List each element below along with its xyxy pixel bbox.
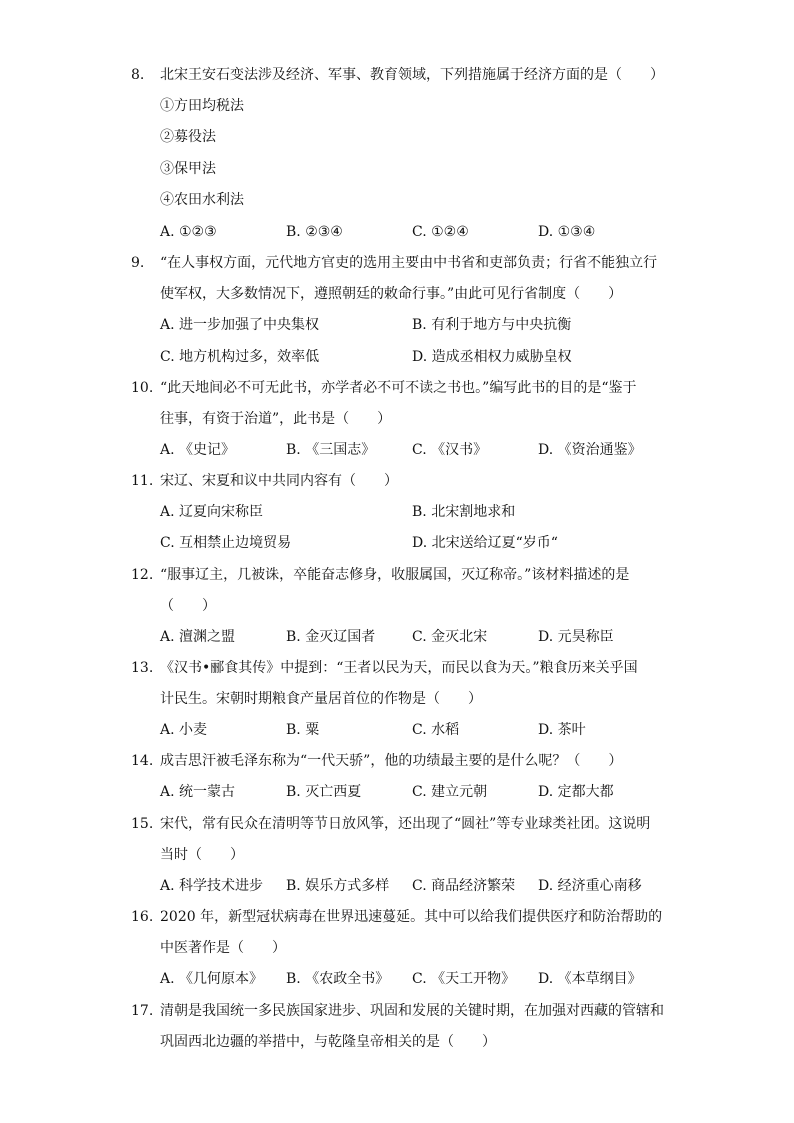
question-number: 8. bbox=[131, 67, 145, 83]
choice-item-3: ③保甲法 bbox=[160, 161, 216, 177]
option-c[interactable]: C. ①②④ bbox=[412, 224, 469, 240]
option-a[interactable]: A. 《几何原本》 bbox=[160, 971, 264, 987]
option-a[interactable]: A. 小麦 bbox=[160, 722, 208, 738]
option-b[interactable]: B. ②③④ bbox=[286, 224, 343, 240]
option-b[interactable]: B. 《农政全书》 bbox=[286, 971, 390, 987]
option-c[interactable]: C. 《天工开物》 bbox=[412, 971, 516, 987]
option-d[interactable]: D. 定都大都 bbox=[538, 784, 614, 800]
question-stem-line-1: “在人事权方面，元代地方官吏的选用主要由中书省和吏部负责；行省不能独立行 bbox=[160, 255, 658, 271]
option-a[interactable]: A. 科学技术进步 bbox=[160, 878, 264, 894]
option-c[interactable]: C. 互相禁止边境贸易 bbox=[160, 535, 292, 551]
option-a[interactable]: A. 澶渊之盟 bbox=[160, 629, 236, 645]
option-c[interactable]: C. 水稻 bbox=[412, 722, 460, 738]
option-d[interactable]: D. 经济重心南移 bbox=[538, 878, 642, 894]
option-b[interactable]: B. 粟 bbox=[286, 722, 320, 738]
question-number: 14. bbox=[131, 753, 154, 769]
option-a[interactable]: A. 辽夏向宋称臣 bbox=[160, 504, 264, 520]
question-stem-line-2: （ ） bbox=[160, 598, 216, 614]
question-number: 13. bbox=[131, 660, 154, 676]
question-number: 10. bbox=[131, 380, 154, 396]
question-stem-line-2: 当时（ ） bbox=[160, 847, 244, 863]
option-d[interactable]: D. 元昊称臣 bbox=[538, 629, 614, 645]
option-d[interactable]: D. ①③④ bbox=[538, 224, 596, 240]
question-stem-line-1: 宋代，常有民众在清明等节日放风筝，还出现了“圆社”等专业球类社团。这说明 bbox=[160, 816, 651, 832]
option-c[interactable]: C. 《汉书》 bbox=[412, 442, 488, 458]
question-number: 9. bbox=[131, 255, 145, 271]
option-c[interactable]: C. 商品经济繁荣 bbox=[412, 878, 516, 894]
question-stem: 宋辽、宋夏和议中共同内容有（ ） bbox=[160, 473, 398, 489]
option-d[interactable]: D. 《本草纲目》 bbox=[538, 971, 642, 987]
option-b[interactable]: B. 娱乐方式多样 bbox=[286, 878, 390, 894]
option-a[interactable]: A. 统一蒙古 bbox=[160, 784, 236, 800]
option-b[interactable]: B. 金灭辽国者 bbox=[286, 629, 376, 645]
option-d[interactable]: D. 《资治通鉴》 bbox=[538, 442, 642, 458]
question-number: 11. bbox=[131, 473, 154, 489]
option-d[interactable]: D. 造成丞相权力威胁皇权 bbox=[412, 349, 572, 365]
question-stem-line-2: 计民生。宋朝时期粮食产量居首位的作物是（ ） bbox=[160, 691, 482, 707]
option-c[interactable]: C. 金灭北宋 bbox=[412, 629, 488, 645]
option-c[interactable]: C. 建立元朝 bbox=[412, 784, 488, 800]
question-number: 12. bbox=[131, 567, 154, 583]
option-a[interactable]: A. ①②③ bbox=[160, 224, 217, 240]
question-stem-line-1: “此天地间必不可无此书，亦学者必不可不读之书也。”编写此书的目的是“鉴于 bbox=[160, 380, 637, 396]
option-c[interactable]: C. 地方机构过多，效率低 bbox=[160, 349, 320, 365]
choice-item-4: ④农田水利法 bbox=[160, 192, 244, 208]
question-stem-line-1: 《汉书•郦食其传》中提到：“王者以民为天，而民以食为天。”粮食历来关乎国 bbox=[160, 660, 638, 676]
question-stem-line-2: 往事，有资于治道”，此书是（ ） bbox=[160, 411, 392, 427]
choice-item-1: ①方田均税法 bbox=[160, 98, 244, 114]
option-a[interactable]: A. 进一步加强了中央集权 bbox=[160, 317, 320, 333]
option-b[interactable]: B. 灭亡西夏 bbox=[286, 784, 362, 800]
question-stem: 北宋王安石变法涉及经济、军事、教育领域，下列措施属于经济方面的是（ ） bbox=[160, 67, 664, 83]
question-stem-line-2: 使军权，大多数情况下，遵照朝廷的敕命行事。”由此可见行省制度（ ） bbox=[160, 286, 623, 302]
option-a[interactable]: A. 《史记》 bbox=[160, 442, 236, 458]
option-b[interactable]: B. 《三国志》 bbox=[286, 442, 376, 458]
question-number: 16. bbox=[131, 909, 154, 925]
question-stem-line-1: 清朝是我国统一多民族国家进步、巩固和发展的关键时期，在加强对西藏的管辖和 bbox=[160, 1003, 664, 1019]
option-b[interactable]: B. 有利于地方与中央抗衡 bbox=[412, 317, 572, 333]
question-stem-line-2: 巩固西北边疆的举措中，与乾隆皇帝相关的是（ ） bbox=[160, 1034, 496, 1050]
question-number: 15. bbox=[131, 816, 154, 832]
question-stem-line-2: 中医著作是（ ） bbox=[160, 940, 286, 956]
choice-item-2: ②募役法 bbox=[160, 129, 216, 145]
question-stem-line-1: “服事辽主，几被诛，卒能奋志修身，收服属国，灭辽称帝。”该材料描述的是 bbox=[160, 567, 630, 583]
option-d[interactable]: D. 北宋送给辽夏“岁币“ bbox=[412, 535, 558, 551]
question-stem: 成吉思汗被毛泽东称为“一代天骄”，他的功绩最主要的是什么呢？（ ） bbox=[160, 753, 623, 769]
option-d[interactable]: D. 茶叶 bbox=[538, 722, 586, 738]
question-stem-line-1: 2020 年，新型冠状病毒在世界迅速蔓延。其中可以给我们提供医疗和防治帮助的 bbox=[160, 909, 663, 925]
option-b[interactable]: B. 北宋割地求和 bbox=[412, 504, 516, 520]
question-number: 17. bbox=[131, 1003, 154, 1019]
